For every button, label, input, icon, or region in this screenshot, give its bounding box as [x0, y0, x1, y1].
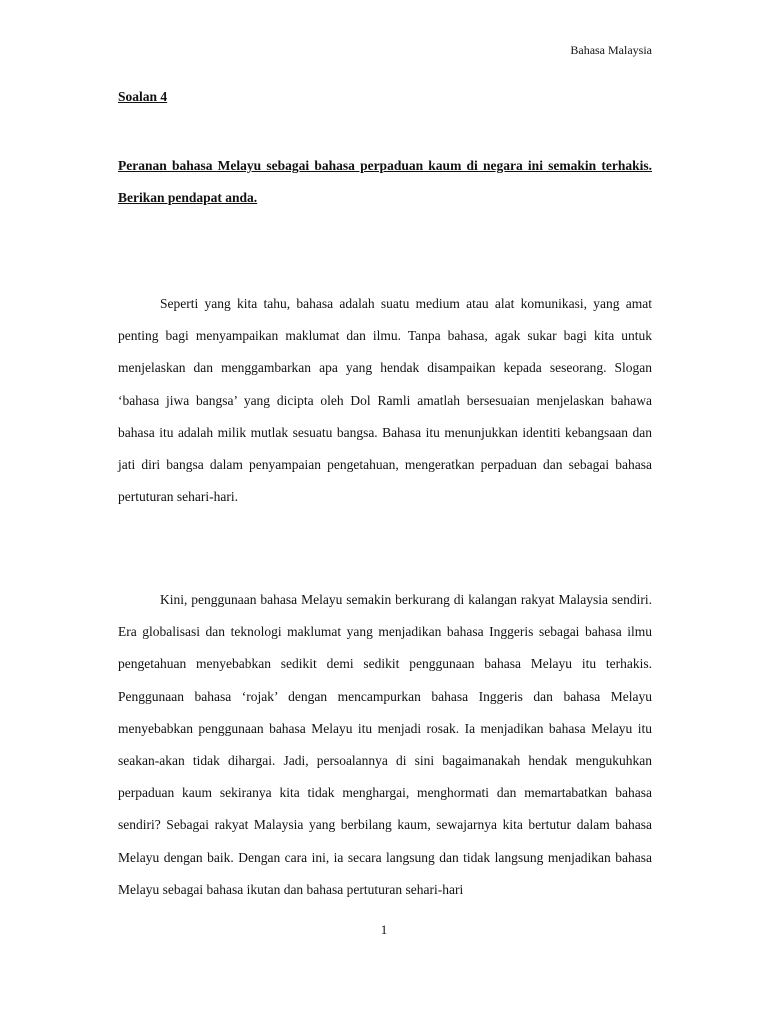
body-paragraph: Kini, penggunaan bahasa Melayu semakin berkurang di kalangan rakyat Malaysia sendiri. Era globalisasi dan teknologi maklumat yang menjadikan bahasa Inggeris sebagai bahasa ilmu pengetahuan menyebabkan sedikit demi sedikit penggunaan bahasa Melayu itu terhakis. Penggunaan bahasa ‘rojak’ dengan mencampurkan bahasa Inggeris dan bahasa Melayu menyebabkan penggunaan bahasa Melayu itu menjadi rosak. Ia menjadikan bahasa Melayu itu seakan-akan tidak dihargai. Jadi, persoalannya di sini bagaimanakah hendak mengukuhkan perpaduan kaum sekiranya kita tidak menghargai, menghormati dan memartabatkan bahasa sendiri? Sebagai rakyat Malaysia yang berbilang kaum, sewajarnya kita bertutur dalam bahasa Melayu dengan baik. Dengan cara ini, ia secara langsung dan tidak langsung menjadikan bahasa Melayu sebagai bahasa ikutan dan bahasa pertuturan sehari-hari: [118, 592, 652, 897]
question-label: Soalan 4: [118, 89, 168, 104]
running-header: Bahasa Malaysia: [570, 43, 652, 57]
question-title: Peranan bahasa Melayu sebagai bahasa perpaduan kaum di negara ini semakin terhakis. Berikan pendapat anda.: [118, 158, 652, 205]
body-paragraph: Seperti yang kita tahu, bahasa adalah suatu medium atau alat komunikasi, yang amat penting bagi menyampaikan maklumat dan ilmu. Tanpa bahasa, agak sukar bagi kita untuk menjelaskan dan menggambarkan apa yang hendak disampaikan kepada seseorang. Slogan ‘bahasa jiwa bangsa’ yang dicipta oleh Dol Ramli amatlah bersesuaian menjelaskan bahawa bahasa itu adalah milik mutlak sesuatu bangsa. Bahasa itu menunjukkan identiti kebangsaan dan jati diri bangsa dalam penyampaian pengetahuan, mengeratkan perpaduan dan sebagai bahasa pertuturan sehari-hari.: [118, 296, 652, 505]
page-number: 1: [380, 922, 388, 937]
